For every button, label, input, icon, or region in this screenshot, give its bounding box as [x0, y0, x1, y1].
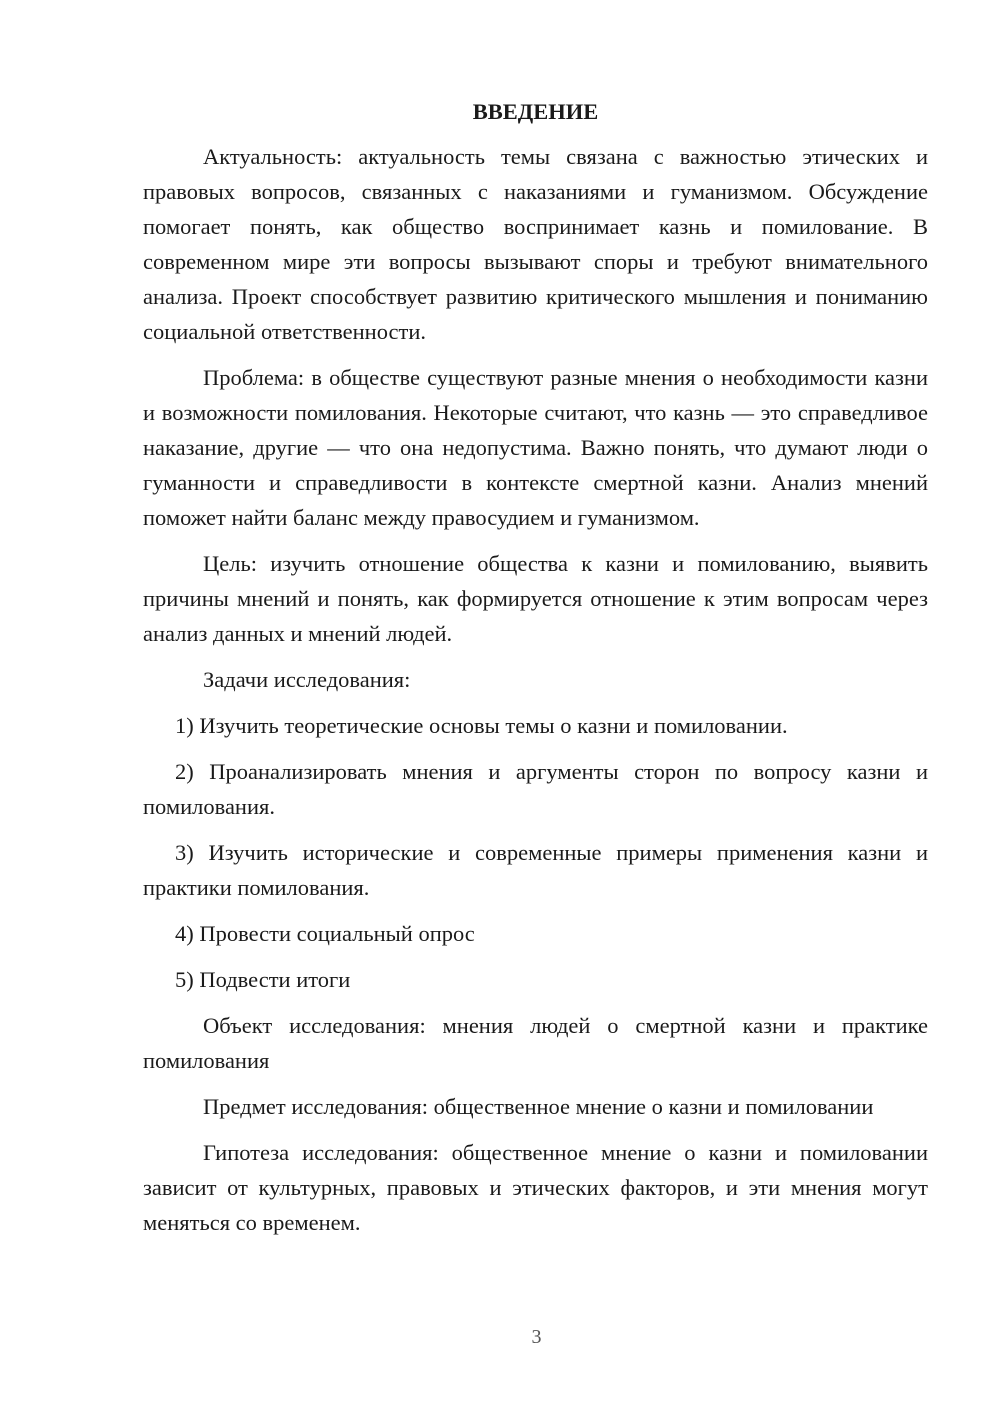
task-item-3: 3) Изучить исторические и современные примеры применения казни и практики помилования. — [143, 840, 928, 900]
paragraph-hypothesis: Гипотеза исследования: общественное мнение о казни и помиловании зависит от культурных, правовых и этических факторов, и эти мнения могут меняться со временем. — [143, 1140, 928, 1235]
task-item-5: 5) Подвести итоги — [175, 967, 351, 992]
page-number: 3 — [531, 1326, 542, 1348]
section-title: ВВЕДЕНИЕ — [472, 99, 599, 124]
paragraph-goal: Цель: изучить отношение общества к казни и помилованию, выявить причины мнений и понять, как формируется отношение к этим вопросам через анализ данных и мнений людей. — [143, 551, 928, 646]
tasks-heading: Задачи исследования: — [203, 667, 411, 692]
paragraph-object: Объект исследования: мнения людей о смертной казни и практике помилования — [143, 1013, 928, 1073]
paragraph-problem: Проблема: в обществе существуют разные мнения о необходимости казни и возможности помилования. Некоторые считают, что казнь — это справедливое наказание, другие — что она недопустима. Важно понять, что думают люди о гуманности и справедливости в контексте смертной казни. Анализ мнений поможет найти баланс между правосудием и гуманизмом. — [143, 365, 928, 530]
task-item-1: 1) Изучить теоретические основы темы о казни и помиловании. — [175, 713, 788, 738]
page-content — [143, 94, 928, 1240]
task-item-4: 4) Провести социальный опрос — [175, 921, 475, 946]
paragraph-subject: Предмет исследования: общественное мнение о казни и помиловании — [203, 1094, 874, 1119]
task-item-2: 2) Проанализировать мнения и аргументы сторон по вопросу казни и помилования. — [143, 759, 928, 819]
paragraph-relevance: Актуальность: актуальность темы связана с важностью этических и правовых вопросов, связанных с наказаниями и гуманизмом. Обсуждение помогает понять, как общество воспринимает казнь и помилование. В современном мире эти вопросы вызывают споры и требуют внимательного анализа. Проект способствует развитию критического мышления и пониманию социальной ответственности. — [143, 144, 928, 344]
